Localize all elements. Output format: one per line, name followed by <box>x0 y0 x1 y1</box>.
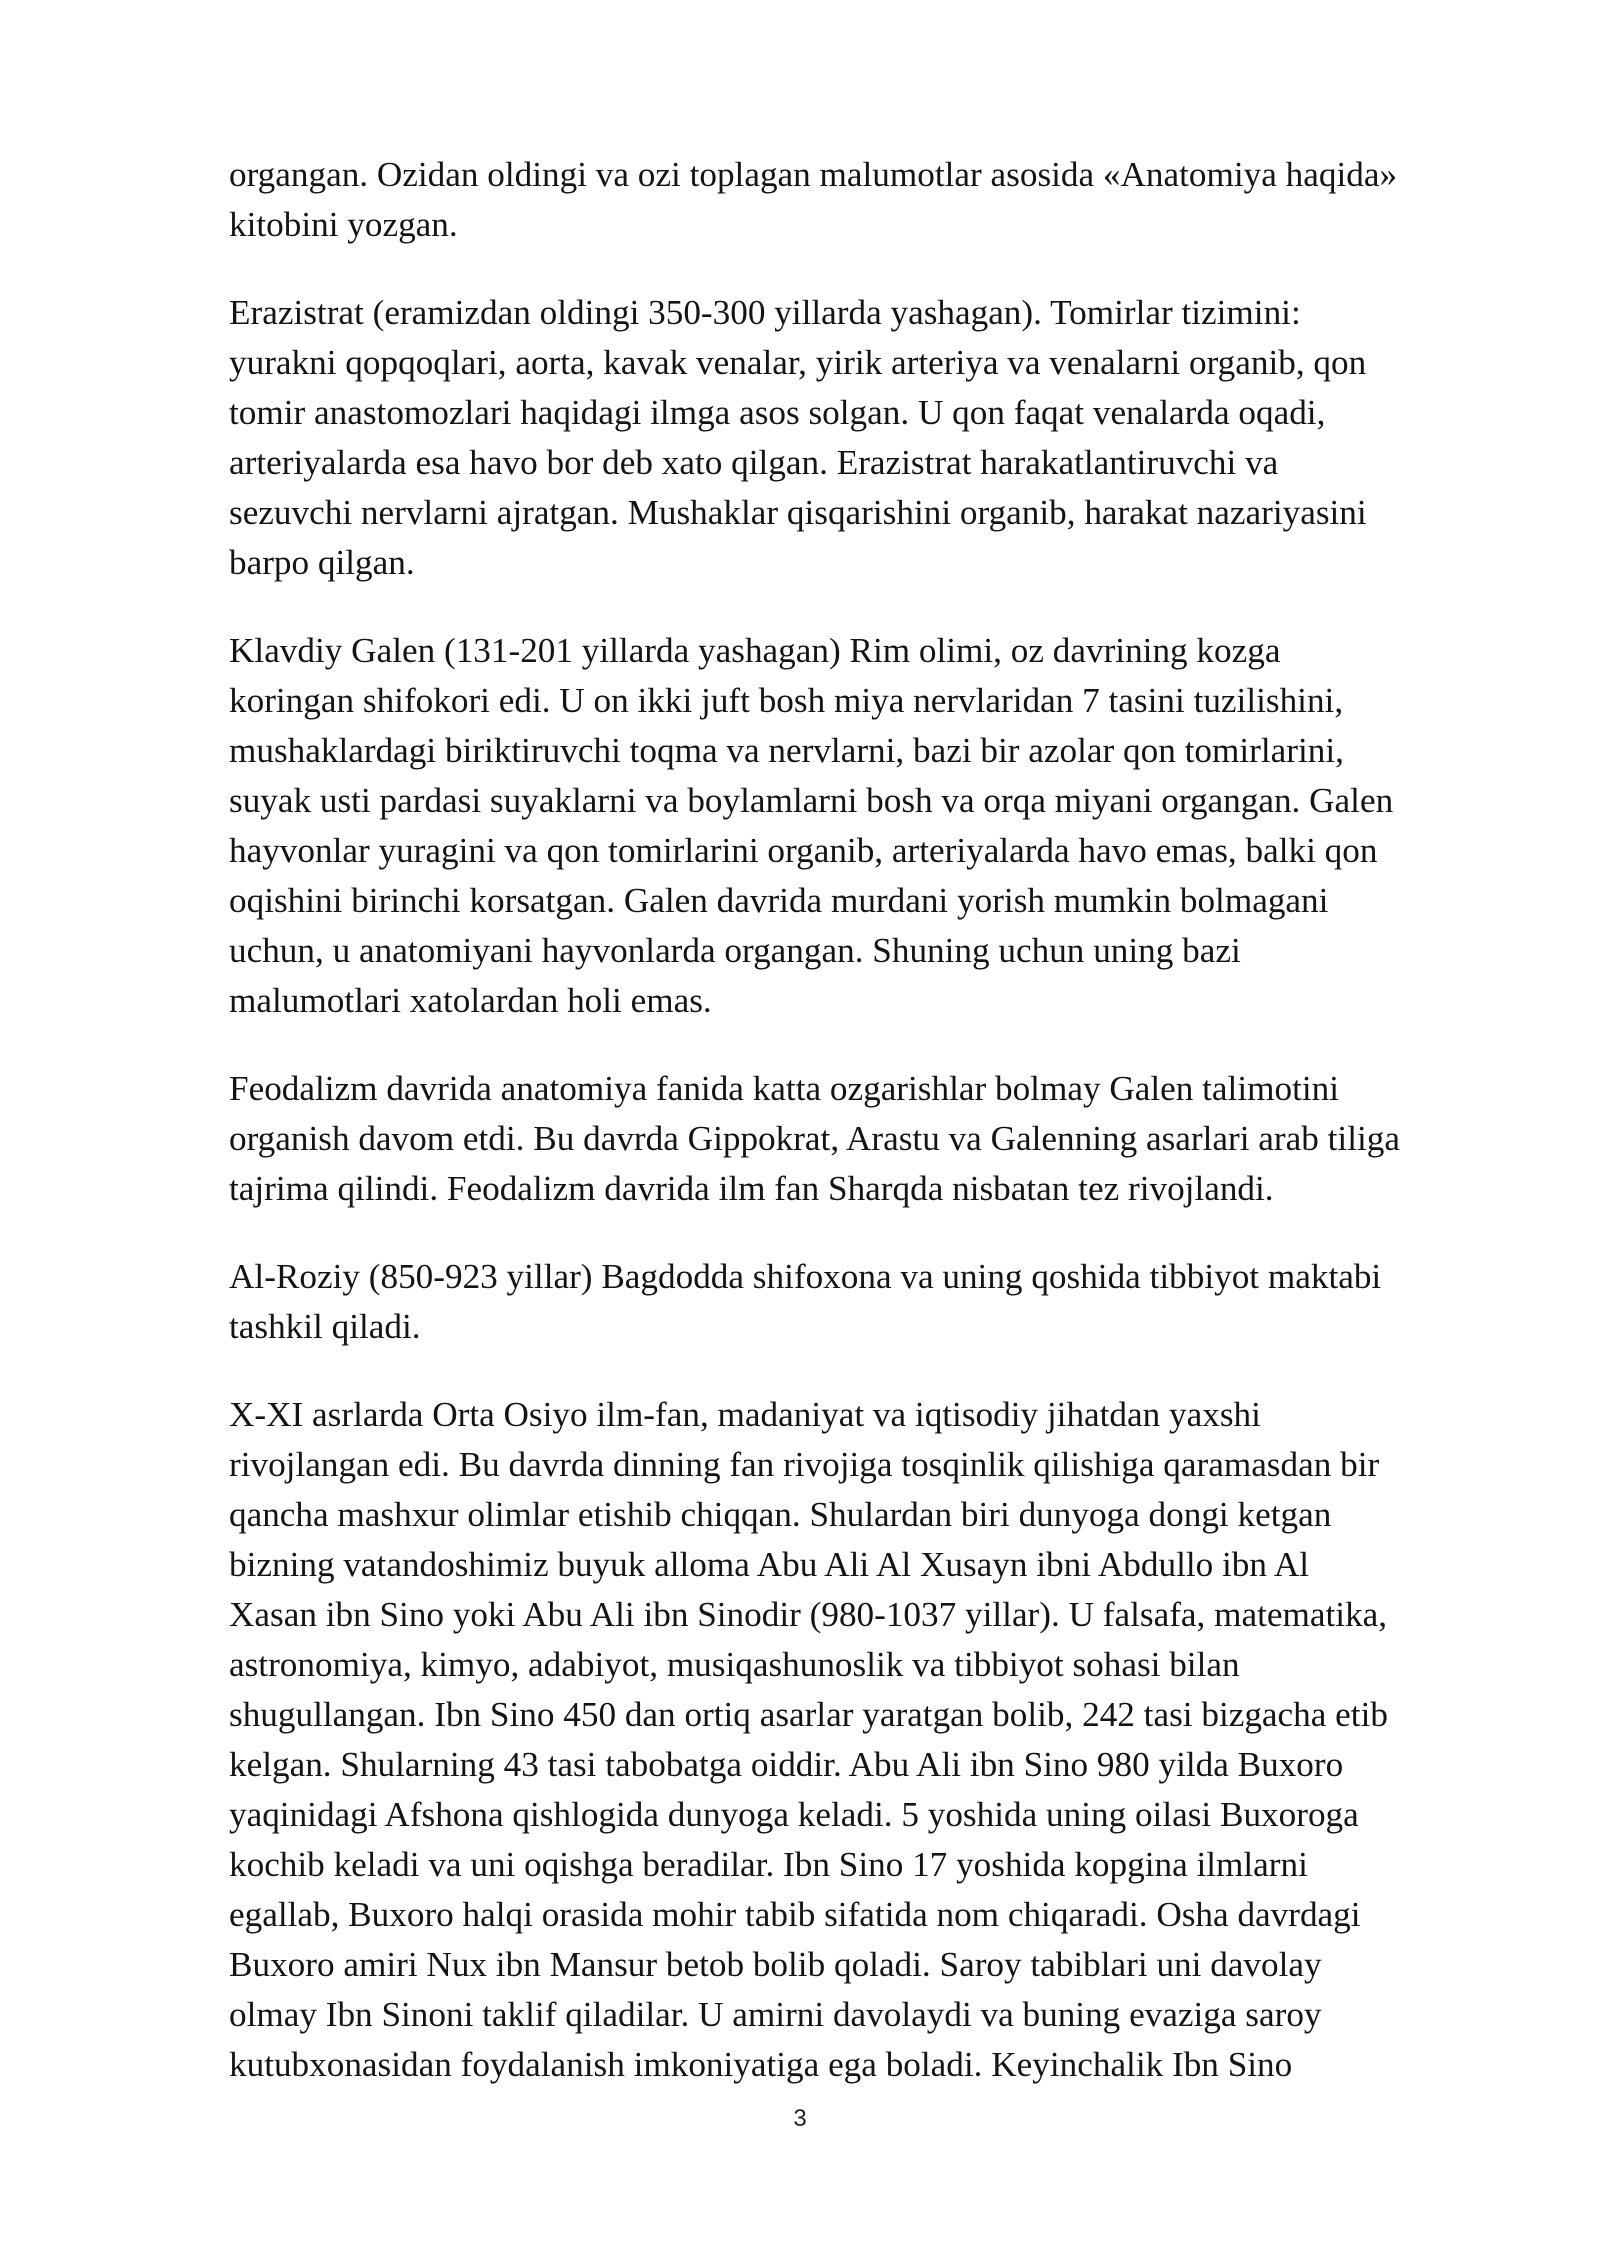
text-line: rivojlangan edi. Bu davrda dinning fan rivojiga tosqinlik qilishiga qaramasdan bir <box>229 1445 1380 1484</box>
text-line: tajrima qilindi. Feodalizm davrida ilm fan Sharqda nisbatan tez rivojlandi. <box>229 1169 1274 1208</box>
text-line: mushaklardagi biriktiruvchi toqma va nervlarni, bazi bir azolar qon tomirlarini, <box>229 731 1344 770</box>
text-line: hayvonlar yuragini va qon tomirlarini organib, arteriyalarda havo emas, balki qon <box>229 831 1378 870</box>
text-line: yurakni qopqoqlari, aorta, kavak venalar, yirik arteriya va venalarni organib, qon <box>229 343 1367 382</box>
text-line: organish davom etdi. Bu davrda Gippokrat, Arastu va Galenning asarlari arab tiliga <box>229 1119 1400 1158</box>
text-line: egallab, Buxoro halqi orasida mohir tabib sifatida nom chiqaradi. Osha davrdagi <box>229 1895 1361 1934</box>
paragraph <box>229 1390 1499 2090</box>
paragraph <box>229 1252 1499 1352</box>
text-line: Feodalizm davrida anatomiya fanida katta ozgarishlar bolmay Galen talimotini <box>229 1069 1339 1108</box>
text-line: Al-Roziy (850-923 yillar) Bagdodda shifoxona va uning qoshida tibbiyot maktabi <box>229 1257 1382 1296</box>
paragraph <box>229 150 1499 250</box>
text-line: sezuvchi nervlarni ajratgan. Mushaklar qisqarishini organib, harakat nazariyasini <box>229 493 1367 532</box>
document-body <box>229 150 1499 2128</box>
text-line: Xasan ibn Sino yoki Abu Ali ibn Sinodir (980-1037 yillar). U falsafa, matematika, <box>229 1595 1388 1634</box>
text-line: olmay Ibn Sinoni taklif qiladilar. U amirni davolaydi va buning evaziga saroy <box>229 1995 1322 2034</box>
text-line: Erazistrat (eramizdan oldingi 350-300 yillarda yashagan). Tomirlar tizimini: <box>229 293 1301 332</box>
text-line: koringan shifokori edi. U on ikki juft bosh miya nervlaridan 7 tasini tuzilishini, <box>229 681 1344 720</box>
paragraph <box>229 288 1499 588</box>
text-line: kelgan. Shularning 43 tasi tabobatga oiddir. Abu Ali ibn Sino 980 yilda Buxoro <box>229 1745 1344 1784</box>
text-line: malumotlari xatolardan holi emas. <box>229 981 712 1020</box>
text-line: bizning vatandoshimiz buyuk alloma Abu Ali Al Xusayn ibni Abdullo ibn Al <box>229 1545 1310 1584</box>
page-number: 3 <box>793 2105 807 2132</box>
text-line: qancha mashxur olimlar etishib chiqqan. Shulardan biri dunyoga dongi ketgan <box>229 1495 1332 1534</box>
text-line: oqishini birinchi korsatgan. Galen davrida murdani yorish mumkin bolmagani <box>229 881 1329 920</box>
text-line: shugullangan. Ibn Sino 450 dan ortiq asarlar yaratgan bolib, 242 tasi bizgacha etib <box>229 1695 1388 1734</box>
text-line: X-XI asrlarda Orta Osiyo ilm-fan, madaniyat va iqtisodiy jihatdan yaxshi <box>229 1395 1261 1434</box>
text-line: uchun, u anatomiyani hayvonlarda organgan. Shuning uchun uning bazi <box>229 931 1241 970</box>
text-line: kutubxonasidan foydalanish imkoniyatiga ega boladi. Keyinchalik Ibn Sino <box>229 2045 1293 2084</box>
paragraph <box>229 1064 1499 1214</box>
text-line: Buxoro amiri Nux ibn Mansur betob bolib qoladi. Saroy tabiblari uni davolay <box>229 1945 1322 1984</box>
text-line: tomir anastomozlari haqidagi ilmga asos solgan. U qon faqat venalarda oqadi, <box>229 393 1326 432</box>
text-line: organgan. Ozidan oldingi va ozi toplagan malumotlar asosida «Anatomiya haqida» <box>229 155 1398 194</box>
text-line: tashkil qiladi. <box>229 1307 421 1346</box>
text-line: Klavdiy Galen (131-201 yillarda yashagan) Rim olimi, oz davrining kozga <box>229 631 1281 670</box>
text-line: kitobini yozgan. <box>229 205 458 244</box>
text-line: barpo qilgan. <box>229 543 415 582</box>
text-line: suyak usti pardasi suyaklarni va boylamlarni bosh va orqa miyani organgan. Galen <box>229 781 1394 820</box>
text-line: arteriyalarda esa havo bor deb xato qilgan. Erazistrat harakatlantiruvchi va <box>229 443 1279 482</box>
paragraph <box>229 626 1499 1026</box>
text-line: astronomiya, kimyo, adabiyot, musiqashunoslik va tibbiyot sohasi bilan <box>229 1645 1240 1684</box>
text-line: yaqinidagi Afshona qishlogida dunyoga keladi. 5 yoshida uning oilasi Buxoroga <box>229 1795 1359 1834</box>
text-line: kochib keladi va uni oqishga beradilar. Ibn Sino 17 yoshida kopgina ilmlarni <box>229 1845 1308 1884</box>
